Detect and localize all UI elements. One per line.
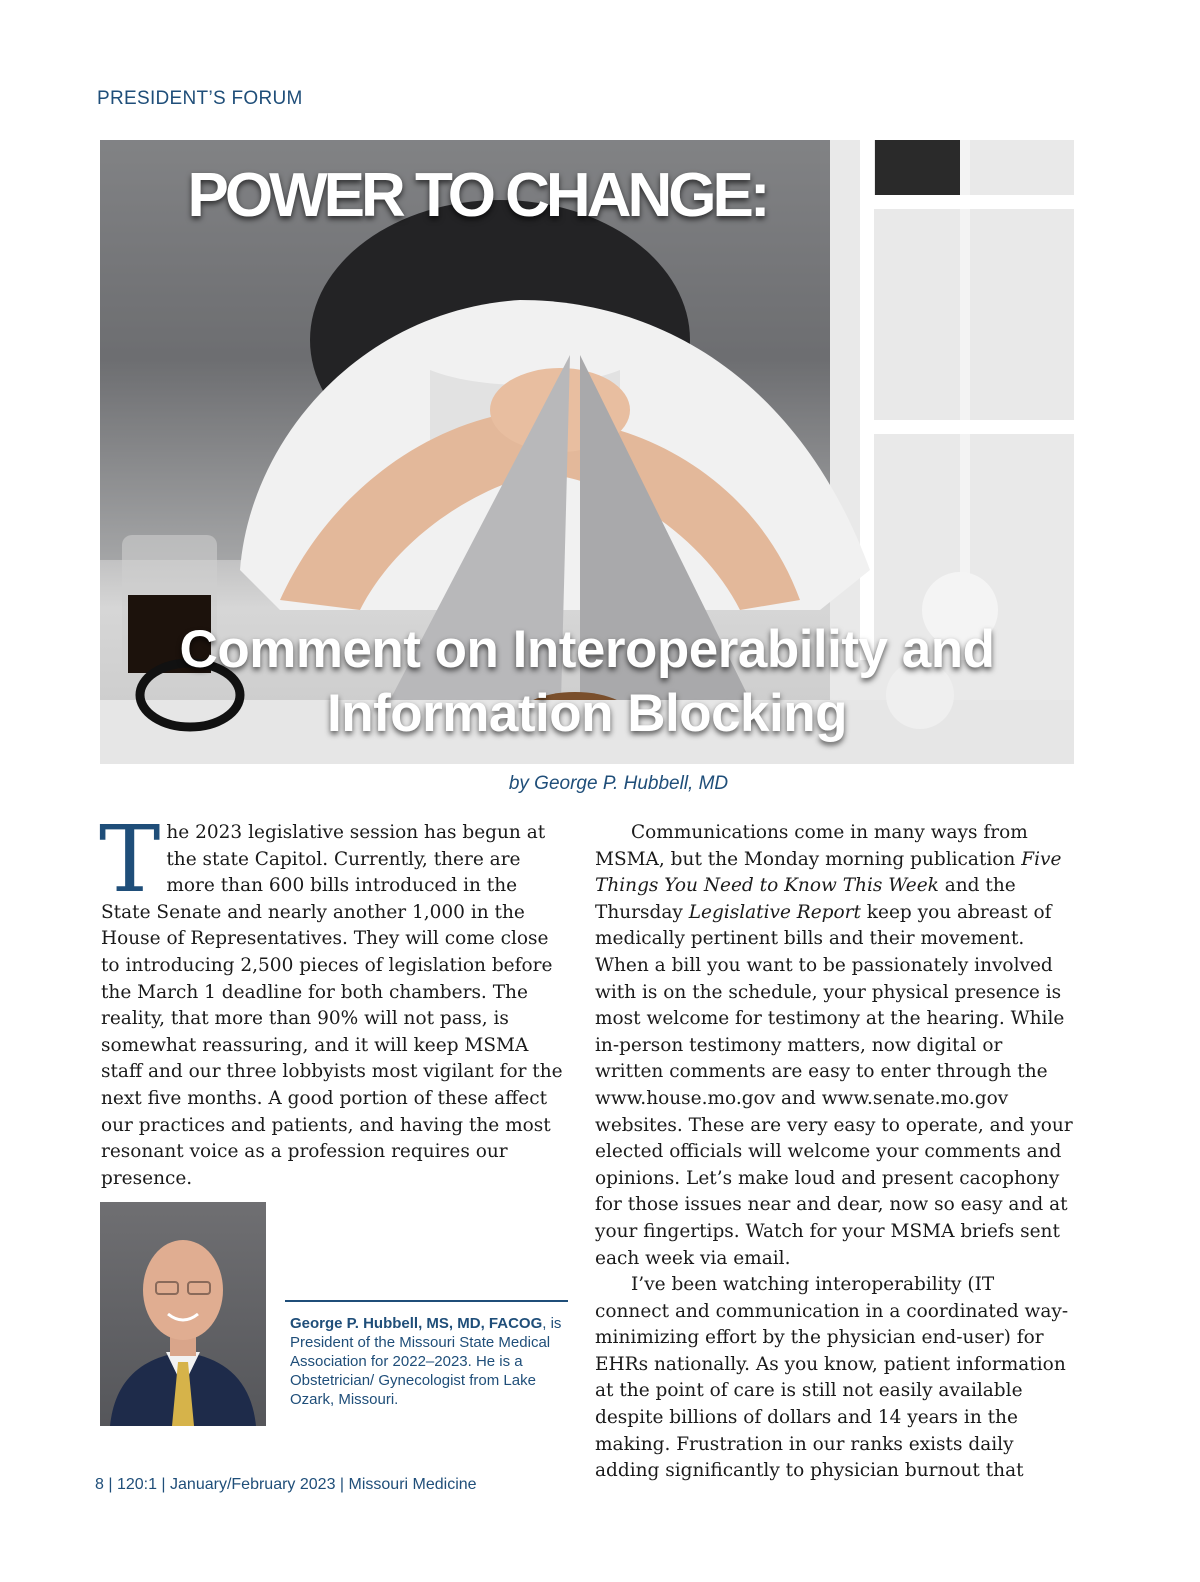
p1-start: Communications come in many ways from MSMA, but the Monday morning publication <box>595 822 1028 870</box>
hero-image <box>100 140 1074 764</box>
hero-subtitle <box>100 618 1074 746</box>
author-bio <box>290 1314 568 1409</box>
drop-cap: T <box>99 806 161 913</box>
p1-mid: and the Thursday <box>595 875 1016 923</box>
author-name: George P. Hubbell, MS, MD, FACOG <box>290 1315 543 1332</box>
interoperability-paragraph: I’ve been watching interoperability (IT connect and communication in a coordinated way-minimizing effort by the physician end-user) for EHRs nationally. As you know, patient information at the point of care is still not easily available despite billions of dollars and 14 years in the making. Frustration in our ranks exists daily adding significantly to physician burnout that <box>595 1274 1069 1482</box>
author-bio-text: , is President of the Missouri State Medical Association for 2022–2023. He is a Obstetrician/ Gynecologist from Lake Ozark, Missouri. <box>290 1315 562 1408</box>
communications-paragraph <box>595 820 1073 1272</box>
right-column <box>595 820 1073 1485</box>
section-label: PRESIDENT’S FORUM <box>97 88 303 109</box>
author-photo <box>100 1202 266 1426</box>
publication-title-five-things: Five Things You Need to Know This Week <box>595 848 1062 897</box>
bio-divider <box>285 1300 568 1302</box>
intro-paragraph <box>99 806 563 1192</box>
hero-title: POWER TO CHANGE: <box>187 161 767 230</box>
p1-end: keep you abreast of medically pertinent bills and their movement. When a bill you want to be passionately involved with is on the schedule, your physical presence is most welcome for testimony at the hearing. While in-person testimony matters, now digital or written comments are easy to enter through the www.house.mo.gov and www.senate.mo.gov websites. These are very easy to operate, and your elected officials will welcome your comments and opinions. Let’s make loud and present cacophony for those issues near and dear, now so easy and at your fingertips. Watch for your MSMA briefs sent each week via email. <box>595 901 1073 1269</box>
hero-subtitle-line-1: Comment on Interoperability and <box>179 620 995 679</box>
hero-subtitle-line-2: Information Blocking <box>327 684 847 743</box>
byline: by George P. Hubbell, MD <box>508 773 729 794</box>
left-column <box>99 806 563 1192</box>
publication-title-legislative-report: Legislative Report <box>688 901 861 923</box>
intro-paragraph-text: he 2023 legislative session has begun at the state Capitol. Currently, there are more than 600 bills introduced in the State Senate and nearly another 1,000 in the House of Representatives. They will come close to introducing 2,500 pieces of legislation before the March 1 deadline for both chambers. The reality, that more than 90% will not pass, is somewhat reassuring, and it will keep MSMA staff and our three lobbyists most vigilant for the next five months. A good portion of these affect our practices and patients, and having the most resonant voice as a profession requires our presence. <box>101 822 563 1189</box>
page-footer: 8 | 120:1 | January/February 2023 | Missouri Medicine <box>95 1476 477 1493</box>
